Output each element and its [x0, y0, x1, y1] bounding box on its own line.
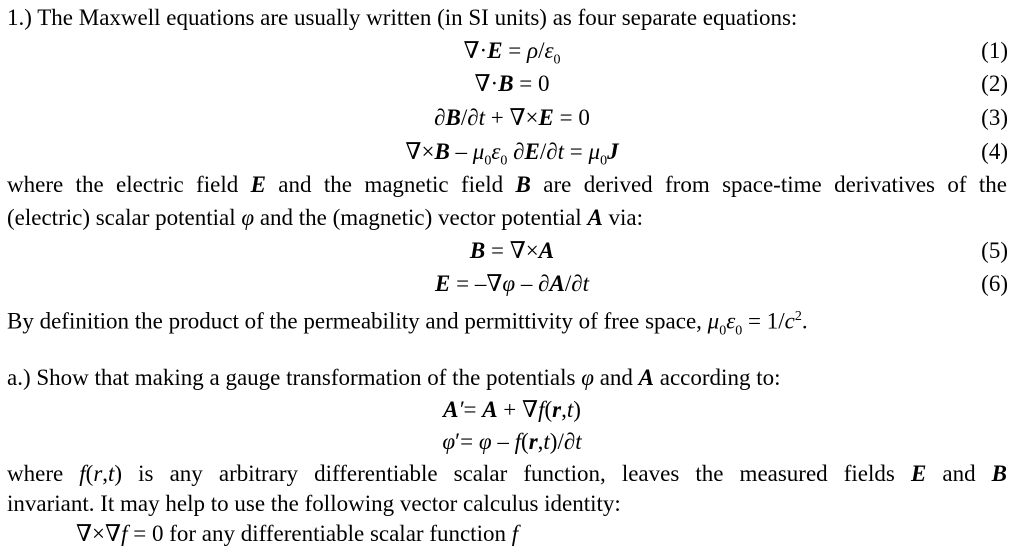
equation-4	[0, 138, 1024, 176]
equation-5	[0, 237, 1024, 265]
equation-5-text: B = ∇×A	[469, 238, 555, 263]
equation-6-text: E = –∇φ – ∂A/∂t	[435, 271, 589, 296]
equation-4-number: (4)	[981, 139, 1008, 164]
part-a-heading: a.) Show that making a gauge transformation of the potentials φ and A according to:	[7, 365, 781, 390]
fields-line-1: where the electric field E and the magnetic field B are derived from space-time derivatives of the	[7, 172, 1007, 197]
gauge-equation-a	[0, 396, 1024, 424]
equation-1	[0, 37, 1024, 75]
equation-2	[0, 70, 1024, 98]
equation-1-text: $\nabla\cdot E = \rho/\varepsilon_0$	[463, 38, 561, 68]
equation-2-text: ∇·B = 0	[474, 71, 550, 96]
problem-intro: 1.) The Maxwell equations are usually written (in SI units) as four separate equations:	[7, 5, 798, 30]
fields-line-2: (electric) scalar potential φ and the (magnetic) vector potential A via:	[7, 205, 644, 230]
definition-line: By definition the product of the permeability and permittivity of free space, $\mu_0\varepsilon_0 = 1/c^2$.	[7, 308, 808, 339]
arbitrary-line-1: where f(r,t) is any arbitrary differentiable scalar function, leaves the measured fields E and B	[7, 461, 1007, 486]
equation-6-number: (6)	[981, 271, 1008, 296]
equation-3-number: (3)	[981, 105, 1008, 130]
gauge-equation-phi	[0, 428, 1024, 456]
arbitrary-line-2: invariant. It may help to use the following vector calculus identity:	[7, 491, 621, 516]
equation-4-text: $\nabla\times B - \mu_0\varepsilon_0$ $\partial E/\partial t = \mu_0J$	[405, 139, 619, 169]
equation-3-text: ∂B/∂t + ∇×E = 0	[434, 105, 590, 130]
equation-6	[0, 270, 1024, 298]
gauge-equation-a-text: A′= A + ∇f(r,t)	[443, 397, 581, 422]
equation-1-number: (1)	[981, 38, 1008, 63]
identity-line: ∇×∇f = 0 for any differentiable scalar function f	[76, 521, 519, 546]
equation-2-number: (2)	[981, 71, 1008, 96]
equation-5-number: (5)	[981, 238, 1008, 263]
gauge-equation-phi-text: φ′= φ – f(r,t)/∂t	[442, 429, 582, 454]
equation-3	[0, 104, 1024, 132]
